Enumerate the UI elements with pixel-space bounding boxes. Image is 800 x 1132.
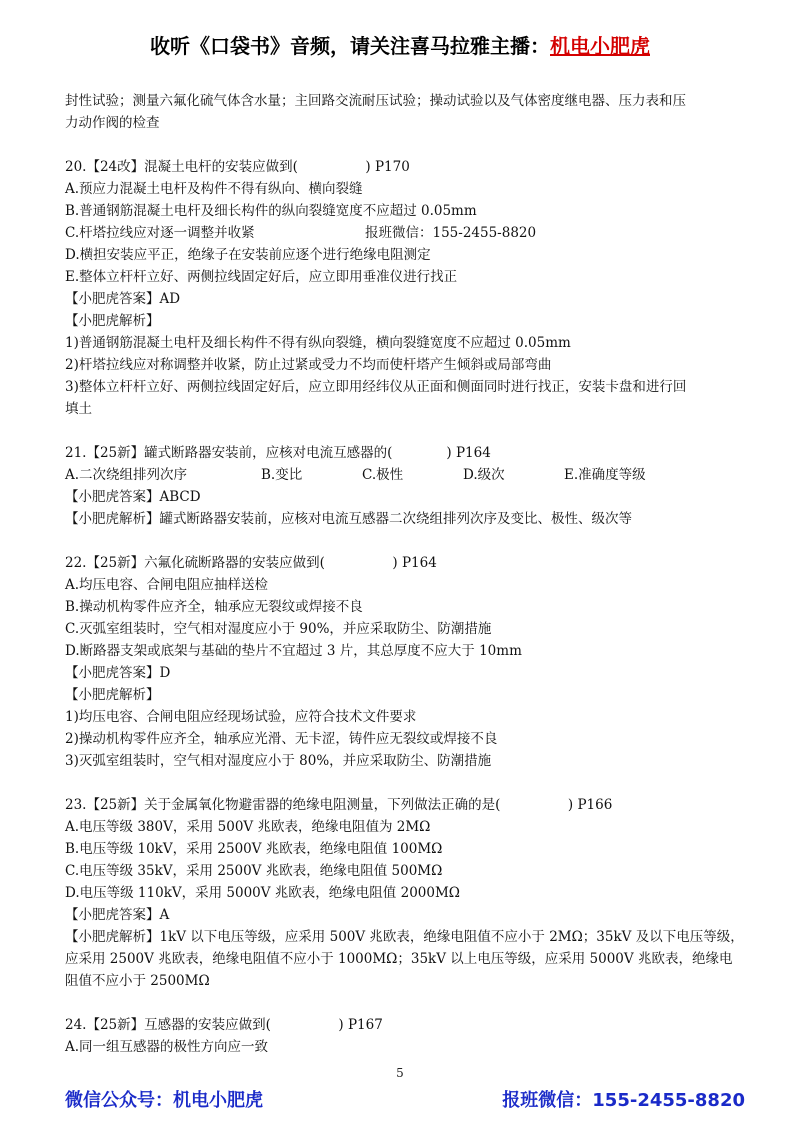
question-title: 21.【25新】罐式断路器安装前，应核对电流互感器的( ) P164 [65, 445, 491, 461]
document-body [65, 90, 745, 1058]
option-c: C.极性 [362, 467, 404, 483]
analysis-line: 2)操动机构零件应齐全，轴承应光滑、无卡涩，铸件应无裂纹或焊接不良 [65, 731, 498, 747]
answer: 【小肥虎答案】A [65, 907, 170, 923]
option-a: A.均压电容、合闸电阻应抽样送检 [65, 577, 269, 593]
analysis-line: 2)杆塔拉线应对称调整并收紧，防止过紧或受力不均而使杆塔产生倾斜或局部弯曲 [65, 357, 552, 373]
analysis-line: 3)灭弧室组装时，空气相对湿度应小于 80%，并应采取防尘、防潮措施 [65, 753, 492, 769]
watermark-contact: 报班微信：155-2455-8820 [365, 225, 537, 241]
answer: 【小肥虎答案】D [65, 665, 171, 681]
option-a: A.同一组互感器的极性方向应一致 [65, 1039, 269, 1055]
analysis-line: 填土 [65, 401, 92, 417]
answer: 【小肥虎答案】AD [65, 291, 181, 307]
analysis-line: 1)普通钢筋混凝土电杆及细长构件不得有纵向裂缝，横向裂缝宽度不应超过 0.05mm [65, 335, 571, 351]
option-d: D.电压等级 110kV，采用 5000V 兆欧表，绝缘电阻值 2000MΩ [65, 885, 460, 901]
question-21 [65, 442, 745, 530]
intro-line-2: 力动作阀的检查 [65, 115, 160, 131]
option-c: C.灭弧室组装时，空气相对湿度应小于 90%，并应采取防尘、防潮措施 [65, 621, 492, 637]
page-footer [65, 1086, 745, 1112]
question-23 [65, 794, 745, 992]
question-24 [65, 1014, 745, 1058]
analysis: 【小肥虎解析】罐式断路器安装前，应核对电流互感器二次绕组排列次序及变比、极性、级次等 [65, 511, 632, 527]
question-title: 20.【24改】混凝土电杆的安装应做到( ) P170 [65, 159, 410, 175]
question-title: 24.【25新】互感器的安装应做到( ) P167 [65, 1017, 383, 1033]
option-a: A.预应力混凝土电杆及构件不得有纵向、横向裂缝 [65, 181, 363, 197]
analysis-line: 【小肥虎解析】1kV 以下电压等级，应采用 500V 兆欧表，绝缘电阻值不应小于 2MΩ；35kV 及以下电压等级， [65, 929, 744, 945]
footer-wechat-account: 微信公众号：机电小肥虎 [65, 1090, 263, 1111]
header-anchor-name[interactable]: 机电小肥虎 [550, 34, 650, 58]
option-d: D.断路器支架或底架与基础的垫片不宜超过 3 片，其总厚度不应大于 10mm [65, 643, 522, 659]
option-a: A.电压等级 380V，采用 500V 兆欧表，绝缘电阻值为 2MΩ [65, 819, 431, 835]
question-22 [65, 552, 745, 772]
analysis-line: 阻值不应小于 2500MΩ [65, 973, 210, 989]
option-c: C.电压等级 35kV，采用 2500V 兆欧表，绝缘电阻值 500MΩ [65, 863, 443, 879]
option-e: E.整体立杆杆立好、两侧拉线固定好后，应立即用垂准仪进行找正 [65, 269, 458, 285]
option-b: B.操动机构零件应齐全，轴承应无裂纹或焊接不良 [65, 599, 363, 615]
analysis-line: 1)均压电容、合闸电阻应经现场试验，应符合技术文件要求 [65, 709, 417, 725]
option-b: B.普通钢筋混凝土电杆及细长构件的纵向裂缝宽度不应超过 0.05mm [65, 203, 477, 219]
option-b: B.变比 [261, 467, 303, 483]
page-header [0, 30, 800, 59]
option-a: A.二次绕组排列次序 [65, 467, 188, 483]
header-title: 收听《口袋书》音频，请关注喜马拉雅主播： [150, 34, 550, 58]
footer-contact: 报班微信：155-2455-8820 [502, 1090, 745, 1111]
question-title: 22.【25新】六氟化硫断路器的安装应做到( ) P164 [65, 555, 437, 571]
analysis-line: 3)整体立杆杆立好、两侧拉线固定好后，应立即用经纬仪从正面和侧面同时进行找正，安装卡盘和进行回 [65, 379, 687, 395]
option-e: E.准确度等级 [564, 467, 646, 483]
option-b: B.电压等级 10kV，采用 2500V 兆欧表，绝缘电阻值 100MΩ [65, 841, 443, 857]
answer: 【小肥虎答案】ABCD [65, 489, 201, 505]
question-20 [65, 156, 745, 420]
question-title: 23.【25新】关于金属氧化物避雷器的绝缘电阻测量，下列做法正确的是( ) P166 [65, 797, 613, 813]
option-c: C.杆塔拉线应对逐一调整并收紧 [65, 225, 255, 241]
option-d: D.级次 [463, 467, 505, 483]
intro-line-1: 封性试验；测量六氟化硫气体含水量；主回路交流耐压试验；操动试验以及气体密度继电器、压力表和压 [65, 93, 686, 109]
option-d: D.横担安装应平正，绝缘子在安装前应逐个进行绝缘电阻测定 [65, 247, 431, 263]
analysis-label: 【小肥虎解析】 [65, 687, 160, 703]
page-number: 5 [396, 1066, 404, 1080]
analysis-line: 应采用 2500V 兆欧表，绝缘电阻值不应小于 1000MΩ；35kV 以上电压等级，应采用 5000V 兆欧表，绝缘电 [65, 951, 733, 967]
analysis-label: 【小肥虎解析】 [65, 313, 160, 329]
